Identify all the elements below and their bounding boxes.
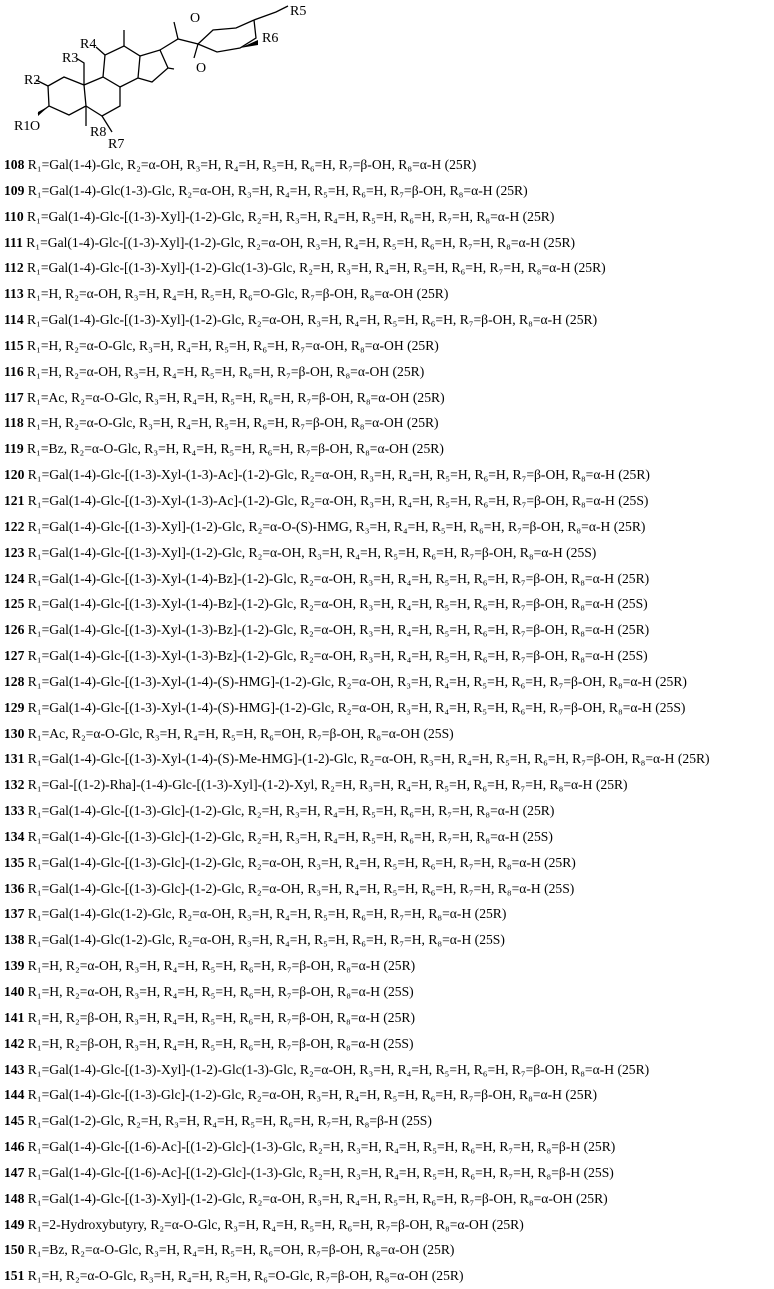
compound-number: 126 [4, 622, 25, 638]
compound-number: 112 [4, 260, 24, 276]
label-o-ring: O [190, 11, 201, 26]
compound-row [4, 695, 774, 721]
compound-number: 139 [4, 958, 25, 974]
compound-number: 124 [4, 570, 25, 586]
compound-number: 136 [4, 880, 25, 896]
compound-number: 130 [4, 725, 25, 741]
compound-row [4, 798, 774, 824]
compound-row [4, 927, 774, 953]
compound-row [4, 566, 774, 592]
compound-row [4, 1005, 774, 1031]
compound-number: 122 [4, 518, 25, 534]
compound-number: 123 [4, 544, 25, 560]
compound-substituents: R₁=H, R₂=α-OH, R₃=H, R₄=H, R₅=H, R₆=H, R₇=β-OH, R₈=α-H (25R) [27, 958, 416, 974]
compound-number: 142 [4, 1035, 25, 1051]
compound-substituents: R₁=Gal(1-4)-Glc-[(1-3)-Xyl-(1-3)-Bz]-(1-2)-Glc, R₂=α-OH, R₃=H, R₄=H, R₅=H, R₆=H, R₇=β-OH, R₈=α-H (25R) [27, 622, 650, 638]
compound-substituents: R₁=H, R₂=β-OH, R₃=H, R₄=H, R₅=H, R₆=H, R₇=β-OH, R₈=α-H (25S) [27, 1035, 414, 1051]
compound-number: 137 [4, 906, 25, 922]
compound-number: 148 [4, 1190, 25, 1206]
compound-substituents: R₁=Gal(1-4)-Glc(1-2)-Glc, R₂=α-OH, R₃=H, R₄=H, R₅=H, R₆=H, R₇=H, R₈=α-H (25S) [27, 932, 505, 948]
compound-substituents: R₁=H, R₂=β-OH, R₃=H, R₄=H, R₅=H, R₆=H, R₇=β-OH, R₈=α-H (25R) [27, 1009, 415, 1025]
compound-row [4, 591, 774, 617]
compound-row [4, 643, 774, 669]
compound-number: 138 [4, 932, 25, 948]
compound-substituents: R₁=H, R₂=α-OH, R₃=H, R₄=H, R₅=H, R₆=O-Glc, R₇=β-OH, R₈=α-OH (25R) [27, 286, 449, 302]
compound-number: 132 [4, 777, 25, 793]
wedge-bond-c3 [38, 106, 49, 116]
compound-number: 118 [4, 415, 24, 431]
compound-number: 147 [4, 1164, 25, 1180]
compound-row [4, 824, 774, 850]
compound-number: 143 [4, 1061, 25, 1077]
compound-number: 151 [4, 1268, 25, 1284]
compound-substituents: R₁=Gal(1-4)-Glc-[(1-3)-Xyl]-(1-2)-Glc, R₂=α-OH, R₃=H, R₄=H, R₅=H, R₆=H, R₇=β-OH, R₈=α-H (25S) [27, 544, 597, 560]
compound-substituents: R₁=Gal(1-4)-Glc-[(1-3)-Glc]-(1-2)-Glc, R₂=α-OH, R₃=H, R₄=H, R₅=H, R₆=H, R₇=β-OH, R₈=α-H (25R) [27, 1087, 598, 1103]
compound-number: 145 [4, 1113, 25, 1129]
compound-number: 111 [4, 234, 23, 250]
compound-row [4, 359, 774, 385]
compound-substituents: R₁=Gal(1-4)-Glc-[(1-3)-Xyl-(1-4)-(S)-HMG]-(1-2)-Glc, R₂=α-OH, R₃=H, R₄=H, R₅=H, R₆=H, R₇=β-OH, R₈=α-H (25S) [27, 699, 686, 715]
compound-row [4, 178, 774, 204]
compound-number: 108 [4, 157, 25, 172]
compound-substituents: R₁=Gal(1-4)-Glc(1-3)-Glc, R₂=α-OH, R₃=H, R₄=H, R₅=H, R₆=H, R₇=β-OH, R₈=α-H (25R) [27, 182, 528, 198]
compound-number: 119 [4, 441, 24, 457]
compound-row [4, 1082, 774, 1108]
compound-row [4, 953, 774, 979]
compound-list [4, 152, 774, 1289]
compound-substituents: R₁=H, R₂=α-O-Glc, R₃=H, R₄=H, R₅=H, R₆=H, R₇=α-OH, R₈=α-OH (25R) [27, 337, 439, 353]
compound-substituents: R₁=Gal-[(1-2)-Rha]-(1-4)-Glc-[(1-3)-Xyl]-(1-2)-Xyl, R₂=H, R₃=H, R₄=H, R₅=H, R₆=H, R₇=H, R₈=α-H (25R) [27, 777, 628, 793]
compound-number: 131 [4, 751, 25, 767]
compound-row [4, 979, 774, 1005]
compound-substituents: R₁=Gal(1-4)-Glc-[(1-3)-Xyl]-(1-2)-Glc, R₂=α-OH, R₃=H, R₄=H, R₅=H, R₆=H, R₇=H, R₈=α-H (25R) [26, 234, 576, 250]
compound-number: 116 [4, 363, 24, 379]
compound-substituents: R₁=Gal(1-4)-Glc-[(1-3)-Xyl]-(1-2)-Glc(1-3)-Glc, R₂=α-OH, R₃=H, R₄=H, R₅=H, R₆=H, R₇=β-OH, R₈=α-H (25R) [27, 1061, 650, 1077]
label-r4: R4 [80, 37, 97, 52]
compound-number: 120 [4, 467, 25, 483]
compound-row [4, 1134, 774, 1160]
compound-substituents: R₁=H, R₂=α-O-Glc, R₃=H, R₄=H, R₅=H, R₆=O-Glc, R₇=β-OH, R₈=α-OH (25R) [27, 1268, 464, 1284]
label-o-furan: O [196, 61, 207, 76]
compound-substituents: R₁=Ac, R₂=α-O-Glc, R₃=H, R₄=H, R₅=H, R₆=OH, R₇=β-OH, R₈=α-OH (25S) [27, 725, 454, 741]
compound-substituents: R₁=Gal(1-4)-Glc-[(1-3)-Xyl]-(1-2)-Glc(1-3)-Glc, R₂=H, R₃=H, R₄=H, R₅=H, R₆=H, R₇=H, R₈=α-H (25R) [27, 260, 606, 276]
compound-row [4, 1108, 774, 1134]
compound-row [4, 540, 774, 566]
compound-row [4, 281, 774, 307]
compound-row [4, 669, 774, 695]
steroid-skeleton-structure [0, 0, 320, 150]
compound-number: 149 [4, 1216, 25, 1232]
compound-row [4, 746, 774, 772]
compound-substituents: R₁=Bz, R₂=α-O-Glc, R₃=H, R₄=H, R₅=H, R₆=H, R₇=β-OH, R₈=α-OH (25R) [27, 441, 444, 457]
compound-row [4, 901, 774, 927]
compound-substituents: R₁=Gal(1-4)-Glc-[(1-3)-Xyl]-(1-2)-Glc, R₂=α-OH, R₃=H, R₄=H, R₅=H, R₆=H, R₇=β-OH, R₈=α-OH (25R) [27, 1190, 608, 1206]
compound-row [4, 410, 774, 436]
label-o-ester: O [30, 119, 41, 134]
label-r8: R8 [90, 125, 107, 140]
compound-substituents: R₁=Gal(1-4)-Glc-[(1-3)-Xyl]-(1-2)-Glc, R₂=H, R₃=H, R₄=H, R₅=H, R₆=H, R₇=H, R₈=α-H (25R) [27, 208, 555, 224]
compound-substituents: R₁=Gal(1-4)-Glc-[(1-3)-Glc]-(1-2)-Glc, R₂=α-OH, R₃=H, R₄=H, R₅=H, R₆=H, R₇=H, R₈=α-H (25S) [27, 880, 575, 896]
compound-number: 144 [4, 1087, 25, 1103]
compound-number: 129 [4, 699, 25, 715]
compound-number: 115 [4, 337, 24, 353]
compound-substituents: R₁=Gal(1-4)-Glc-[(1-3)-Glc]-(1-2)-Glc, R₂=α-OH, R₃=H, R₄=H, R₅=H, R₆=H, R₇=H, R₈=α-H (25R) [27, 854, 576, 870]
compound-number: 121 [4, 492, 25, 508]
compound-substituents: R₁=Gal(1-4)-Glc-[(1-6)-Ac]-[(1-2)-Glc]-(1-3)-Glc, R₂=H, R₃=H, R₄=H, R₅=H, R₆=H, R₇=H, R₈=β-H (25R) [27, 1139, 616, 1155]
compound-number: 146 [4, 1139, 25, 1155]
compound-number: 110 [4, 208, 24, 224]
compound-number: 113 [4, 286, 24, 302]
compound-substituents: R₁=Gal(1-4)-Glc-[(1-3)-Xyl-(1-4)-Bz]-(1-2)-Glc, R₂=α-OH, R₃=H, R₄=H, R₅=H, R₆=H, R₇=β-OH, R₈=α-H (25R) [27, 570, 650, 586]
compound-substituents: R₁=H, R₂=α-OH, R₃=H, R₄=H, R₅=H, R₆=H, R₇=β-OH, R₈=α-OH (25R) [27, 363, 425, 379]
label-r6: R6 [262, 31, 279, 46]
compound-row [4, 204, 774, 230]
compound-number: 117 [4, 389, 24, 405]
compound-substituents: R₁=Gal(1-4)-Glc, R₂=α-OH, R₃=H, R₄=H, R₅=H, R₆=H, R₇=β-OH, R₈=α-H (25R) [27, 157, 477, 172]
compound-substituents: R₁=Gal(1-4)-Glc-[(1-3)-Glc]-(1-2)-Glc, R₂=H, R₃=H, R₄=H, R₅=H, R₆=H, R₇=H, R₈=α-H (25R) [27, 803, 555, 819]
compound-number: 140 [4, 984, 25, 999]
compound-row [4, 333, 774, 359]
compound-substituents: R₁=Gal(1-4)-Glc(1-2)-Glc, R₂=α-OH, R₃=H, R₄=H, R₅=H, R₆=H, R₇=H, R₈=α-H (25R) [27, 906, 507, 922]
compound-number: 135 [4, 854, 25, 870]
compound-row [4, 230, 774, 256]
compound-row [4, 1212, 774, 1238]
skeleton-bonds [36, 6, 288, 132]
compound-row [4, 488, 774, 514]
compound-number: 114 [4, 312, 24, 328]
label-r1: R1 [14, 119, 31, 134]
compound-row [4, 152, 774, 178]
compound-row [4, 1160, 774, 1186]
compound-row [4, 772, 774, 798]
compound-substituents: R₁=2-Hydroxybutyry, R₂=α-O-Glc, R₃=H, R₄=H, R₅=H, R₆=H, R₇=β-OH, R₈=α-OH (25R) [27, 1216, 524, 1232]
compound-substituents: R₁=Bz, R₂=α-O-Glc, R₃=H, R₄=H, R₅=H, R₆=OH, R₇=β-OH, R₈=α-OH (25R) [27, 1242, 455, 1258]
label-r7: R7 [108, 137, 125, 150]
compound-number: 134 [4, 828, 25, 844]
compound-substituents: R₁=Gal(1-4)-Glc-[(1-3)-Xyl-(1-4)-(S)-HMG]-(1-2)-Glc, R₂=α-OH, R₃=H, R₄=H, R₅=H, R₆=H, R₇=β-OH, R₈=α-H (25R) [27, 673, 687, 689]
compound-substituents: R₁=Gal(1-4)-Glc-[(1-3)-Glc]-(1-2)-Glc, R₂=H, R₃=H, R₄=H, R₅=H, R₆=H, R₇=H, R₈=α-H (25S) [27, 828, 553, 844]
compound-substituents: R₁=Gal(1-4)-Glc-[(1-3)-Xyl-(1-4)-(S)-Me-HMG]-(1-2)-Glc, R₂=α-OH, R₃=H, R₄=H, R₅=H, R₆=H, R₇=β-OH, R₈=α-H (25R) [27, 751, 710, 767]
compound-substituents: R₁=Gal(1-4)-Glc-[(1-3)-Xyl]-(1-2)-Glc, R₂=α-O-(S)-HMG, R₃=H, R₄=H, R₅=H, R₆=H, R₇=β-OH, R₈=α-H (25R) [27, 518, 646, 534]
compound-substituents: R₁=Ac, R₂=α-O-Glc, R₃=H, R₄=H, R₅=H, R₆=H, R₇=β-OH, R₈=α-OH (25R) [27, 389, 445, 405]
compound-number: 125 [4, 596, 25, 612]
compound-substituents: R₁=Gal(1-4)-Glc-[(1-3)-Xyl-(1-3)-Ac]-(1-2)-Glc, R₂=α-OH, R₃=H, R₄=H, R₅=H, R₆=H, R₇=β-OH, R₈=α-H (25R) [27, 467, 650, 483]
compound-row [4, 617, 774, 643]
compound-row [4, 1031, 774, 1057]
label-r2: R2 [24, 73, 41, 88]
compound-row [4, 462, 774, 488]
compound-substituents: R₁=Gal(1-2)-Glc, R₂=H, R₃=H, R₄=H, R₅=H, R₆=H, R₇=H, R₈=β-H (25S) [27, 1113, 432, 1129]
compound-row [4, 850, 774, 876]
compound-substituents: R₁=H, R₂=α-OH, R₃=H, R₄=H, R₅=H, R₆=H, R₇=β-OH, R₈=α-H (25S) [27, 984, 414, 999]
compound-substituents: R₁=Gal(1-4)-Glc-[(1-3)-Xyl-(1-4)-Bz]-(1-2)-Glc, R₂=α-OH, R₃=H, R₄=H, R₅=H, R₆=H, R₇=β-OH, R₈=α-H (25S) [27, 596, 648, 612]
compound-row [4, 385, 774, 411]
compound-substituents: R₁=H, R₂=α-O-Glc, R₃=H, R₄=H, R₅=H, R₆=H, R₇=β-OH, R₈=α-OH (25R) [27, 415, 439, 431]
label-r5: R5 [290, 4, 307, 19]
compound-substituents: R₁=Gal(1-4)-Glc-[(1-6)-Ac]-[(1-2)-Glc]-(1-3)-Glc, R₂=H, R₃=H, R₄=H, R₅=H, R₆=H, R₇=H, R₈=β-H (25S) [27, 1164, 614, 1180]
compound-substituents: R₁=Gal(1-4)-Glc-[(1-3)-Xyl-(1-3)-Bz]-(1-2)-Glc, R₂=α-OH, R₃=H, R₄=H, R₅=H, R₆=H, R₇=β-OH, R₈=α-H (25S) [27, 648, 648, 664]
compound-number: 127 [4, 648, 25, 664]
compound-substituents: R₁=Gal(1-4)-Glc-[(1-3)-Xyl]-(1-2)-Glc, R₂=α-OH, R₃=H, R₄=H, R₅=H, R₆=H, R₇=β-OH, R₈=α-H (25R) [27, 312, 598, 328]
compound-row [4, 436, 774, 462]
compound-row [4, 255, 774, 281]
compound-substituents: R₁=Gal(1-4)-Glc-[(1-3)-Xyl-(1-3)-Ac]-(1-2)-Glc, R₂=α-OH, R₃=H, R₄=H, R₅=H, R₆=H, R₇=β-OH, R₈=α-H (25S) [27, 492, 649, 508]
compound-row [4, 1263, 774, 1289]
compound-row [4, 514, 774, 540]
compound-number: 109 [4, 182, 25, 198]
label-r3: R3 [62, 51, 79, 66]
compound-number: 150 [4, 1242, 25, 1258]
compound-number: 128 [4, 673, 25, 689]
compound-number: 141 [4, 1009, 25, 1025]
compound-row [4, 1186, 774, 1212]
compound-row [4, 307, 774, 333]
compound-row [4, 876, 774, 902]
compound-number: 133 [4, 803, 25, 819]
compound-row [4, 1237, 774, 1263]
compound-row [4, 721, 774, 747]
compound-row [4, 1057, 774, 1083]
